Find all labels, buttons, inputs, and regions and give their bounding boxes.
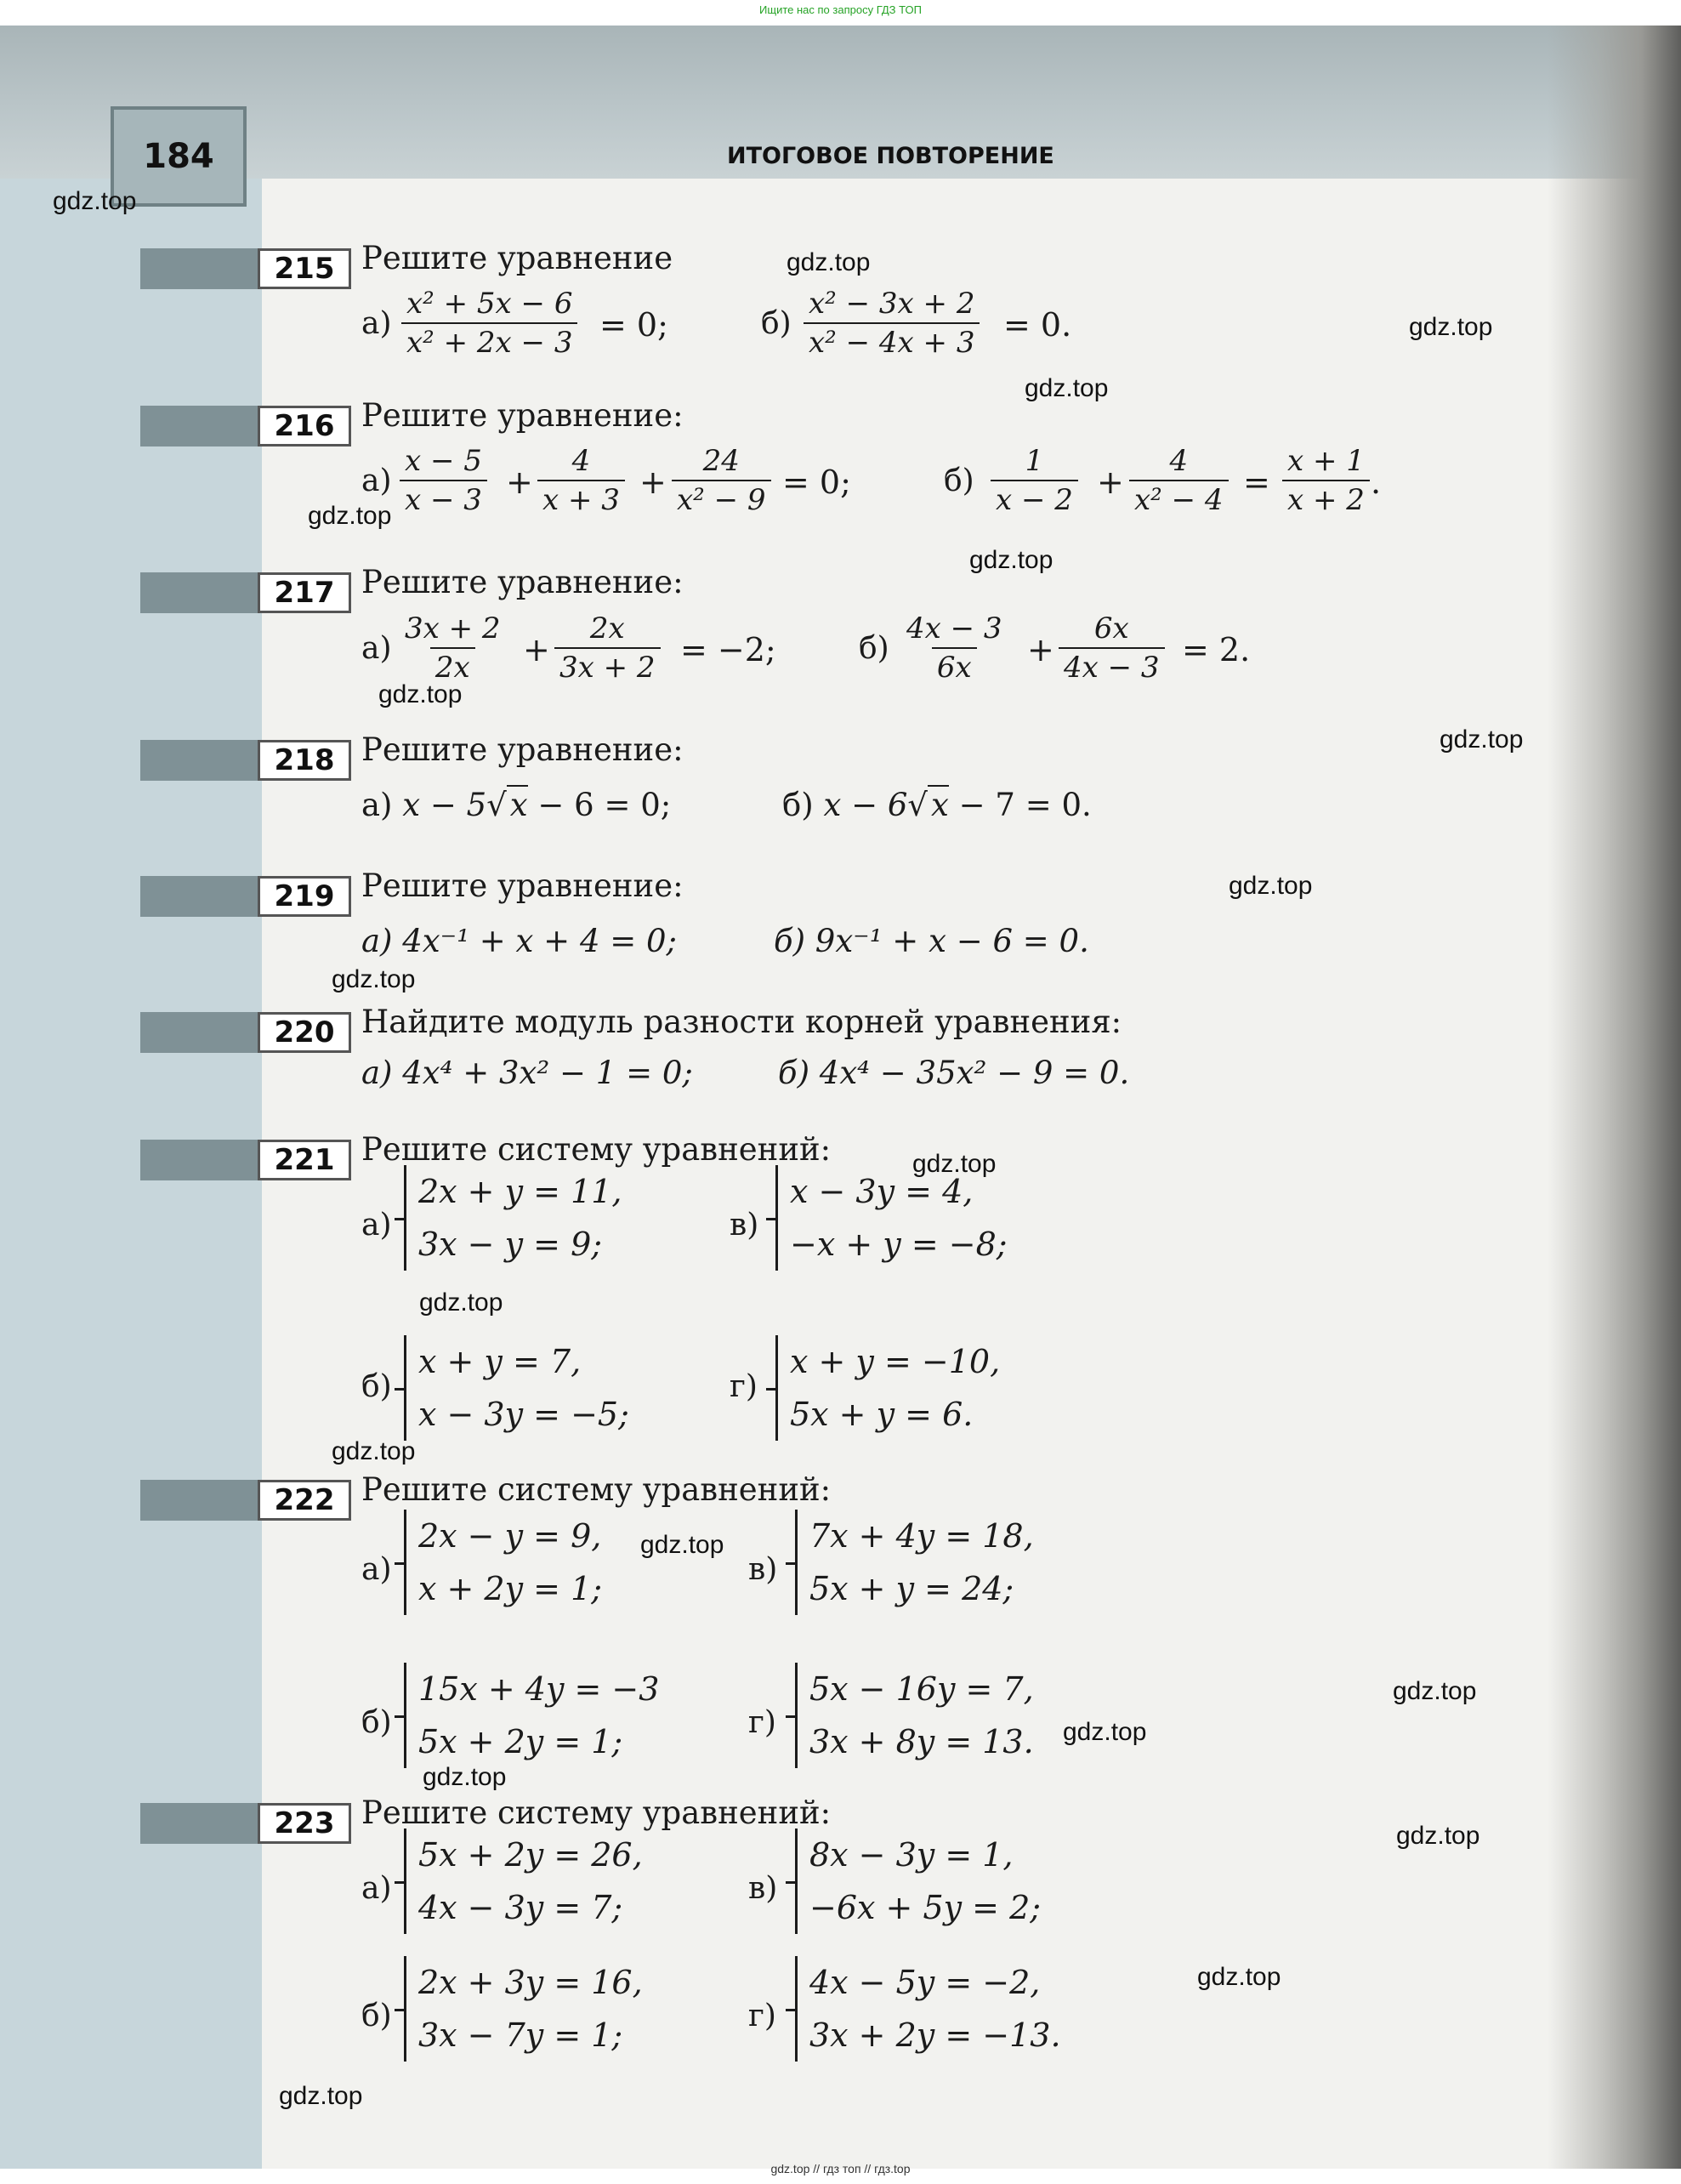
denominator: 3x + 2 [554,647,661,686]
operator: + [506,464,533,501]
equation-rhs: = 0; [599,306,668,344]
part-label: б) [761,306,792,341]
equation-term: − 7 = 0. [958,787,1092,823]
system-equation: 5x + 2y = 1; [418,1723,623,1760]
denominator: 4x − 3 [1059,647,1165,686]
equation-term: − 6 = 0; [537,787,672,823]
numerator: x² − 3x + 2 [809,287,975,321]
numerator: 4 [571,444,591,478]
system-equation: x + 2y = 1; [418,1570,603,1607]
watermark: gdz.top [279,2082,363,2110]
part-label: б) [361,1705,392,1740]
problem-instruction: Найдите модуль разности корней уравнения: [361,1004,1122,1040]
watermark: gdz.top [1440,725,1524,754]
equation-system [795,1956,1061,2062]
watermark: gdz.top [1197,1963,1281,1991]
part-label: а) [361,1552,392,1587]
system-equation: 5x + y = 24; [809,1570,1014,1607]
operator: . [1371,464,1382,501]
equation-218a: а) x − 5√ x − 6 = 0; [361,787,672,823]
problem-number-219: 219 [258,876,351,917]
system-equation: 5x − 16y = 7, [809,1670,1034,1708]
equation-system [775,1335,1000,1441]
watermark: gdz.top [378,680,463,708]
operator: + [1027,631,1054,668]
system-equation: 4x − 5y = −2, [809,1964,1041,2001]
watermark: gdz.top [423,1763,507,1791]
problem-instruction: Решите уравнение: [361,867,684,904]
equation-term: x − 6 [823,787,908,823]
system-equation: x − 3y = −5; [418,1396,629,1433]
section-title: ИТОГОВОЕ ПОВТОРЕНИЕ [727,143,1054,169]
watermark: gdz.top [308,502,392,530]
system-equation: 15x + 4y = −3 [418,1670,660,1708]
page-number: 184 [111,106,247,207]
system-equation: 8x − 3y = 1, [809,1836,1014,1874]
watermark: gdz.top [1396,1822,1480,1850]
problem-number-223: 223 [258,1803,351,1844]
problem-instruction: Решите систему уравнений: [361,1131,832,1168]
fraction [901,610,1008,686]
system-equation: 2x + y = 11, [418,1173,622,1210]
system-equation: 3x + 2y = −13. [809,2016,1061,2054]
top-note: Ищите нас по запросу ГДЗ ТОП [759,3,922,16]
numerator: 3x + 2 [405,611,501,646]
bottom-note: gdz.top // гдз топ // гдз.top [770,2162,911,2175]
numerator: x + 1 [1287,444,1365,478]
denominator: x + 3 [537,480,625,519]
equation-system [795,1829,1041,1934]
system-equation: 5x + y = 6. [790,1396,974,1433]
part-label: г) [748,1999,776,2033]
problem-number-215: 215 [258,248,351,289]
equation-system [404,1956,643,2062]
equation-219a: а) 4x⁻¹ + x + 4 = 0; [361,923,678,959]
system-equation: 7x + 4y = 18, [809,1517,1034,1555]
system-equation: 4x − 3y = 7; [418,1889,623,1926]
fraction [554,610,661,686]
watermark: gdz.top [969,546,1053,574]
equation-system [795,1663,1034,1768]
operator: + [639,464,667,501]
problem-number-221: 221 [258,1140,351,1180]
numerator: 6x [1093,611,1129,646]
problem-instruction: Решите уравнение: [361,731,684,768]
watermark: gdz.top [1229,872,1313,900]
numerator: 2x [589,611,625,646]
watermark: gdz.top [1063,1718,1147,1746]
part-label: а) [361,787,393,823]
fraction [401,285,577,361]
part-label: а) [361,1871,392,1906]
radicand: x [928,785,949,823]
system-equation: −6x + 5y = 2; [809,1889,1042,1926]
watermark: gdz.top [419,1288,503,1317]
part-label: а) [361,306,392,341]
part-label: б) [859,631,889,666]
denominator: x² + 2x − 3 [401,322,577,361]
fraction [537,442,625,519]
denominator: x − 2 [991,480,1078,519]
equation-rhs: = 2. [1182,631,1251,668]
denominator: x² − 4x + 3 [804,322,980,361]
equation-rhs: = −2; [680,631,776,668]
watermark: gdz.top [787,248,871,276]
part-label: г) [730,1369,758,1404]
problem-number-222: 222 [258,1480,351,1521]
watermark: gdz.top [53,187,137,215]
numerator: 4x − 3 [906,611,1002,646]
problem-instruction: Решите систему уравнений: [361,1471,832,1508]
operator: + [1097,464,1124,501]
fraction [1282,442,1370,519]
system-equation: −x + y = −8; [790,1226,1008,1263]
problem-number-216: 216 [258,406,351,446]
denominator: 6x [932,647,977,686]
fraction [400,442,487,519]
fraction [1129,442,1229,519]
radicand: x [507,785,528,823]
system-equation: 3x + 8y = 13. [809,1723,1034,1760]
part-label: б) [361,1999,392,2033]
numerator: 4 [1169,444,1189,478]
textbook-page [0,26,1681,2169]
watermark: gdz.top [912,1150,997,1178]
numerator: x² + 5x − 6 [406,287,573,321]
part-label: б) [944,464,974,498]
equation-220a: а) 4x⁴ + 3x² − 1 = 0; [361,1055,693,1091]
equation-rhs: = 0. [1003,306,1072,344]
problem-number-218: 218 [258,740,351,781]
watermark: gdz.top [640,1531,724,1559]
watermark: gdz.top [1025,374,1109,402]
equation-system [404,1663,659,1768]
denominator: x² − 9 [672,480,771,519]
part-label: а) [361,464,392,498]
part-label: в) [730,1208,759,1243]
problem-instruction: Решите уравнение: [361,564,684,600]
equation-system [404,1829,643,1934]
part-label: в) [748,1871,778,1906]
problem-number-217: 217 [258,572,351,613]
denominator: 2x [430,647,475,686]
fraction [400,610,506,686]
page-fold-shadow [1548,26,1681,2169]
equation-220b: б) 4x⁴ − 35x² − 9 = 0. [778,1055,1130,1091]
fraction [991,442,1078,519]
numerator: x − 5 [405,444,482,478]
equation-system [795,1510,1034,1615]
part-label: б) [782,787,814,823]
system-equation: 5x + 2y = 26, [418,1836,643,1874]
numerator: 1 [1025,444,1044,478]
equation-system [775,1165,1008,1271]
problem-instruction: Решите уравнение: [361,397,684,434]
equation-system [404,1165,622,1271]
denominator: x + 2 [1282,480,1370,519]
system-equation: x + y = −10, [790,1343,1001,1380]
denominator: x − 3 [400,480,487,519]
problem-instruction: Решите уравнение [361,240,673,276]
watermark: gdz.top [332,1437,416,1465]
equation-rhs: = 0; [782,464,851,501]
equation-218b: б) x − 6√ x − 7 = 0. [782,787,1092,823]
equation-system [404,1335,629,1441]
equation-system [404,1510,602,1615]
problem-number-220: 220 [258,1012,351,1053]
numerator: 24 [702,444,740,478]
system-equation: 2x + 3y = 16, [418,1964,643,2001]
system-equation: 3x − 7y = 1; [418,2016,623,2054]
watermark: gdz.top [332,965,416,993]
fraction [1059,610,1165,686]
problem-instruction: Решите систему уравнений: [361,1794,832,1831]
operator: = [1243,464,1270,501]
part-label: б) [361,1369,392,1404]
part-label: а) [361,1208,392,1243]
watermark: gdz.top [1393,1677,1477,1705]
equation-219b: б) 9x⁻¹ + x − 6 = 0. [774,923,1089,959]
part-label: в) [748,1552,778,1587]
fraction [804,285,980,361]
equation-term: x − 5 [402,787,487,823]
system-equation: 2x − y = 9, [418,1517,602,1555]
fraction [672,442,771,519]
part-label: г) [748,1705,776,1740]
denominator: x² − 4 [1129,480,1229,519]
part-label: а) [361,631,392,666]
system-equation: x − 3y = 4, [790,1173,974,1210]
system-equation: 3x − y = 9; [418,1226,603,1263]
watermark: gdz.top [1409,313,1493,341]
system-equation: x + y = 7, [418,1343,582,1380]
operator: + [523,631,550,668]
